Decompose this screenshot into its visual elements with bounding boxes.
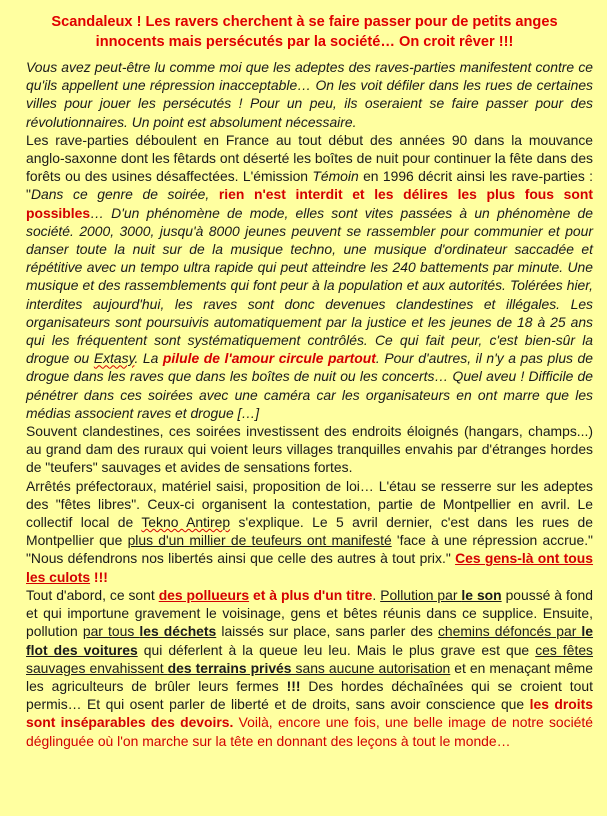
quote-text: … D'un phénomène de mode, elles sont vites passées à un phénomène de société. 2000, 3000, jusqu'à 8000 jeunes peuvent se rassembler pour communier et pour danser toute la nuit sur de la musique techno, une musique d'ordinateur saccadée et répétitive avec un tempo ultra rapide qui peut atteindre les 240 battements par minute. Une musique et des rassemblements qui font peur à la population et aux autorités. Tolérées hier, interdites aujourd'hui, les raves sont donc devenues clandestines et illégales. Les organisateurs sont poursuivis automatiquement par la justice et les jeunes de 18 à 25 ans qui les fréquentent sont systématiquement contrôlés. Ce qui fait peur, c'est bien-sûr la drogue ou (26, 204, 593, 367)
underlined-text: ces fêtes sauvages envahissent (26, 641, 594, 676)
exclamation: !!! (286, 677, 301, 694)
pollution-paragraph (26, 586, 593, 750)
outrage-statement: Ces gens-là ont tous les culots (26, 550, 594, 585)
pollution-text: qui déferlent à la queue leu leu. Mais le plus grave est que (137, 641, 536, 658)
underlined-text: Pollution par (380, 586, 462, 603)
protest-text: 'face à une répression accrue." "Nous défendrons nos libertés ainsi que celle des autres à tout prix." (26, 532, 593, 567)
pollution-text: laissés sur place, sans parler des (216, 623, 438, 640)
quote-text: . Pour d'autres, il n'y a pas plus de drogue dans les raves que dans les boîtes de nuit ou les concerts… Quel aveu ! Difficile de pénétrer dans ces soirées avec une caméra car les organisateurs en ont marre que les médias associent raves et drogue […] (26, 350, 593, 421)
history-text: en 1996 décrit ainsi les rave-parties : " (26, 168, 593, 203)
show-name: Témoin (312, 168, 359, 185)
history-paragraph (26, 131, 593, 422)
bold-underlined-text: des terrains privés (167, 659, 292, 676)
rural-paragraph: Souvent clandestines, ces soirées investissent des endroits éloignés (hangars, champs...) au grand dam des ruraux qui voient leurs villages tranquilles envahis par d'étranges hordes de "teufers" sauvages et avides de sensations fortes. (26, 423, 593, 476)
highlight-quote: rien n'est interdit et les délires les plus fous sont possibles (26, 186, 593, 221)
bold-underlined-text: le son (461, 586, 502, 603)
pollution-text: et en menaçant même les agriculteurs de brûler leurs fermes (26, 659, 593, 694)
protest-paragraph (26, 477, 593, 586)
intro-paragraph: Vous avez peut-être lu comme moi que les adeptes des raves-parties manifestent contre ce qu'ils appellent une répression inacceptable… On les voit défiler dans les rues de certaines villes pour jouer les persécutés ! Pour un peu, ils oseraient se faire passer pour des révolutionnaires. Un point est absolument nécessaire. (26, 59, 593, 130)
quote-text: Dans ce genre de soirée, (30, 186, 219, 203)
highlight-rights: les droits sont inséparables des devoirs. (26, 696, 593, 731)
protest-highlight: plus d'un millier de teufeurs ont manifesté (127, 532, 392, 549)
drug-name: Extasy (93, 350, 135, 367)
bold-underlined-text: les déchets (139, 623, 217, 640)
protest-text: Arrêtés préfectoraux, matériel saisi, proposition de loi… L'étau se resserre sur les adeptes des "fêtes libres". Ceux-ci organisent la contestation, partie de Montpellier en avril. Le collectif local de (26, 477, 593, 531)
article-body (26, 58, 593, 750)
pollution-text: Des hordes déchaînées qui se croient tout permis… Et qui osent parler de liberté et de droits, sans avoir conscience que (26, 677, 593, 713)
quote-text: . La (134, 350, 163, 367)
exclamation: !!! (90, 568, 108, 585)
pollution-text: . (372, 586, 381, 603)
history-text: Les rave-parties déboulent en France au tout début des années 90 dans la mouvance anglo-saxonne dont les fêtards ont déserté les boîtes de nuit pour continuer la fête dans des forêts ou des usines désaffectées. L'émission (26, 131, 593, 185)
bold-underlined-text: le flot des voitures (26, 623, 594, 658)
highlight-text: et à plus d'un titre (249, 586, 373, 603)
protest-text: s'explique. Le 5 avril dernier, c'est dans les rues de Montpellier que (26, 514, 594, 549)
pollution-text: Tout d'abord, ce sont (26, 586, 159, 603)
highlight-polluters: des pollueurs (158, 586, 250, 603)
closing-text: Voilà, encore une fois, une belle image de notre société déglinguée où l'on marche sur la tête en donnant des leçons à tout le monde… (26, 714, 593, 749)
article-title: Scandaleux ! Les ravers cherchent à se faire passer pour de petits anges innocents mais persécutés par la société… On croit rêver !!! (51, 14, 558, 50)
underlined-text: par tous (82, 623, 140, 640)
collective-name: Tekno Antirep (141, 514, 231, 531)
underlined-text: sans aucune autorisation (291, 659, 451, 676)
highlight-quote: pilule de l'amour circule partout (162, 350, 376, 367)
underlined-text: chemins défoncés par (437, 623, 582, 640)
pollution-text: poussé à fond et qui importune gravement le voisinage, gens et bêtes réunis dans ce supplice. Ensuite, pollution (26, 586, 593, 640)
